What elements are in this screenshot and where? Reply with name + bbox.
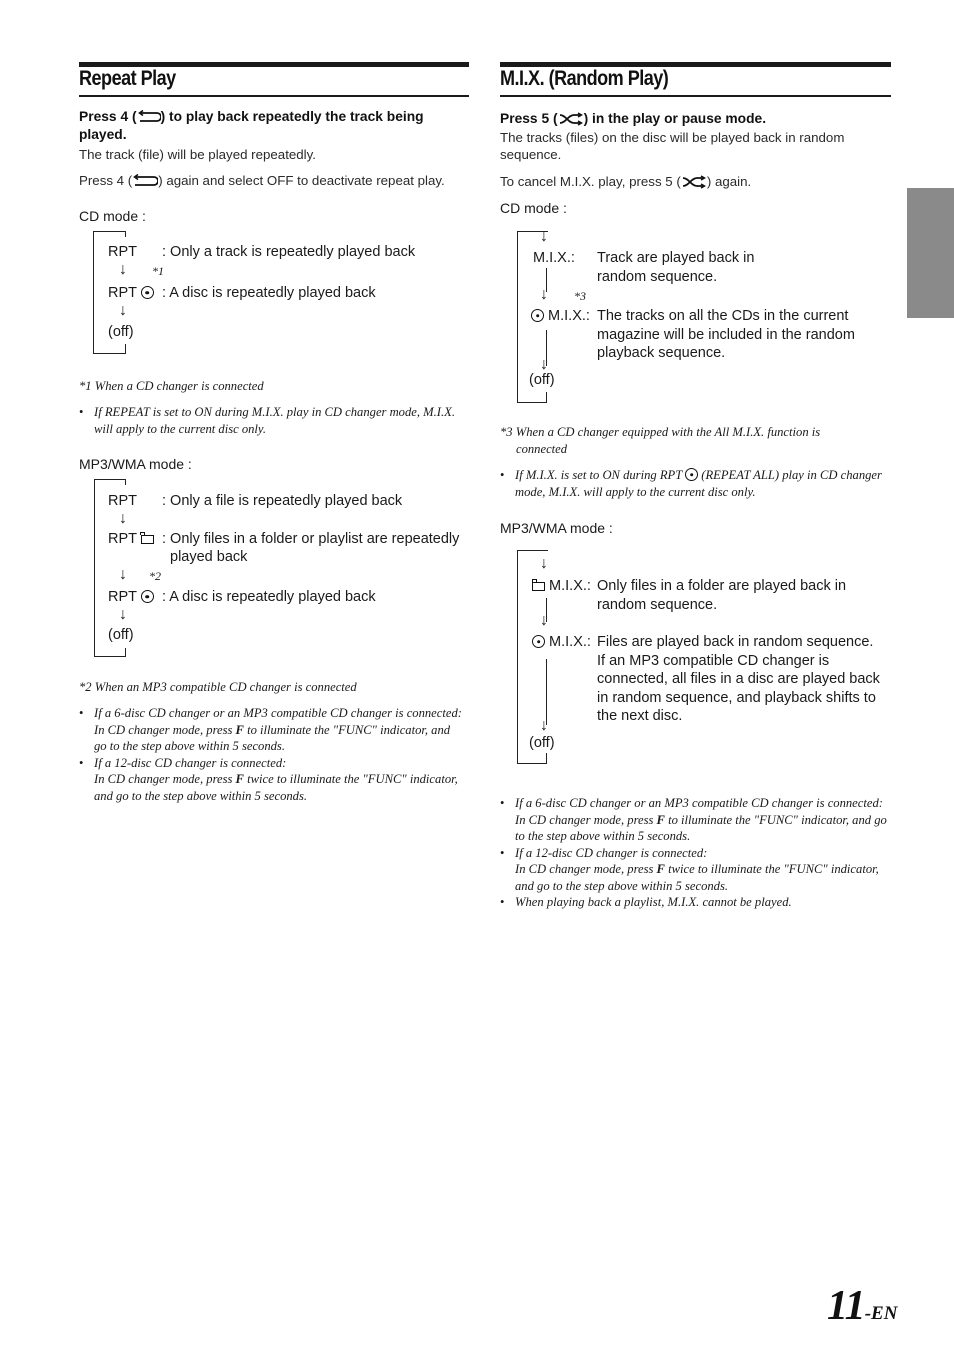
- note-line: to illuminate the "FUNC" indicator, and go to the step above within 5 seconds.: [515, 812, 887, 843]
- footnote-ref: *3: [574, 289, 586, 303]
- mp3-rpt-disc-text: : A disc is repeatedly played back: [162, 589, 376, 605]
- item-label: M.I.X.:: [548, 308, 590, 324]
- bracket: [125, 231, 126, 237]
- mp3-rpt-text: : Only a file is repeatedly played back: [162, 493, 403, 509]
- note-item: [500, 894, 890, 911]
- note-item: • If REPEAT is set to ON during M.I.X. play in CD changer mode, M.I.X. will apply to the current disc only.: [79, 404, 464, 437]
- body-line: The tracks (files) on the disc will be played back in random sequence.: [500, 130, 845, 162]
- item-text: The tracks on all the CDs in the current: [597, 308, 849, 324]
- note-line: If a 12-disc CD changer is connected:: [515, 845, 708, 860]
- note-line: When playing back a playlist, M.I.X. cannot be played.: [515, 895, 792, 909]
- repeat-icon: [137, 110, 161, 124]
- item-text: Files are played back in random sequence.: [597, 634, 874, 650]
- note-line: connected: [516, 441, 568, 456]
- lead-key: 4: [120, 109, 129, 124]
- bracket: [93, 231, 126, 232]
- mode-label: MP3/WMA mode :: [500, 520, 613, 536]
- lead-instruction: Press 4 ( ) to play back repeatedly the track being played.: [79, 109, 424, 142]
- bracket: [94, 479, 126, 480]
- cd-off-item: (off): [108, 324, 134, 340]
- cd-rpt-text: : Only a track is repeatedly played back: [162, 244, 416, 260]
- item-text: magazine will be included in the random: [597, 326, 855, 343]
- mode-label: CD mode :: [79, 208, 146, 224]
- note-item: [500, 467, 890, 500]
- down-arrow-icon: ↓: [119, 606, 127, 623]
- note-line: to illuminate the "FUNC" indicator, and go to the step above within 5 seconds.: [94, 722, 451, 753]
- cd-mix-item: M.I.X.:: [533, 250, 575, 266]
- lead-pre: Press: [79, 109, 121, 124]
- down-arrow-icon: ↓: [119, 302, 127, 319]
- note-item: [79, 755, 464, 805]
- cd-mix-text: [597, 249, 754, 286]
- body-line: To cancel M.I.X. play, press 5 ( ) again.: [500, 174, 752, 189]
- mp3-off-item: (off): [529, 735, 555, 751]
- key-f: F: [656, 862, 665, 876]
- body-post: ) again.: [706, 174, 752, 189]
- note-line: In CD changer mode, press: [94, 722, 236, 737]
- item-label: RPT: [108, 531, 137, 547]
- item-label: RPT: [108, 589, 137, 605]
- note-line: twice to illuminate the "FUNC" indicator, and go to the step above within 5 seconds.: [94, 772, 458, 803]
- note-line: If a 6-disc CD changer or an MP3 compatible CD changer is connected:: [515, 796, 883, 810]
- note-line: If a 6-disc CD changer or an MP3 compatible CD changer is connected:: [94, 706, 462, 720]
- shuffle-icon: [558, 112, 584, 126]
- item-label: RPT: [108, 244, 137, 260]
- bracket: [94, 479, 95, 657]
- bracket: [517, 550, 548, 551]
- bracket: [517, 763, 547, 764]
- section-title: M.I.X. (Random Play): [500, 67, 669, 90]
- section-rule-bottom: [79, 95, 469, 97]
- disc-icon: [532, 635, 545, 648]
- note-item: [79, 705, 464, 755]
- down-arrow-icon: ↓: [540, 717, 548, 734]
- folder-icon: [532, 582, 545, 591]
- key-f: F: [235, 722, 244, 737]
- page-number-value: 11: [827, 1283, 865, 1329]
- note-line: If M.I.X. is set to ON during RPT: [515, 468, 686, 482]
- note-item: [500, 845, 890, 895]
- item-text: in random sequence, and playback shifts to: [597, 689, 876, 706]
- page-number-suffix: -EN: [864, 1303, 898, 1324]
- lead-instruction: Press 5 ( ) in the play or pause mode.: [500, 111, 767, 126]
- body-key: 5: [665, 174, 673, 189]
- disc-icon: [531, 309, 544, 322]
- note-line: In CD changer mode, press: [515, 812, 657, 827]
- down-arrow-icon: ↓: [540, 286, 548, 303]
- bracket: [93, 353, 126, 354]
- mp3-mix-folder-text: [597, 577, 846, 614]
- mode-label: MP3/WMA mode :: [79, 456, 192, 472]
- mp3-mix-disc-item: [532, 633, 591, 652]
- bracket: [517, 550, 518, 764]
- item-text: connected, all files in a disc are played back: [597, 671, 880, 687]
- bracket: [125, 479, 126, 485]
- body-post: ) again and select OFF to deactivate repeat play.: [158, 173, 445, 188]
- item-text: the next disc.: [597, 708, 683, 724]
- lead-post: to play back repeatedly the track being played.: [79, 109, 424, 142]
- repeat-icon: [132, 174, 158, 188]
- down-arrow-icon: ↓: [119, 261, 127, 278]
- item-text: random sequence.: [597, 268, 718, 285]
- mp3-rpt-item: RPT: [108, 493, 137, 509]
- lead-pre: Press: [500, 111, 542, 126]
- note-line: twice to illuminate the "FUNC" indicator, and go to the step above within 5 seconds.: [515, 862, 879, 893]
- cd-rpt-all-item: [108, 284, 154, 303]
- bracket: [93, 231, 94, 354]
- note-list: [79, 705, 464, 804]
- mp3-rpt-folder-text-2: played back: [170, 549, 248, 565]
- page-number: [827, 1282, 897, 1330]
- item-label: M.I.X.:: [549, 634, 591, 650]
- mp3-rpt-folder-item: [108, 530, 154, 549]
- body-pre: To cancel M.I.X. play, press: [500, 174, 666, 189]
- key-f: F: [235, 772, 244, 786]
- body-line: [79, 172, 445, 189]
- down-arrow-icon: ↓: [119, 566, 127, 583]
- mp3-rpt-disc-item: [108, 588, 154, 607]
- down-arrow-icon: ↓: [540, 228, 548, 245]
- section-title: Repeat Play: [79, 67, 176, 90]
- item-label: RPT: [108, 285, 137, 301]
- bracket: [125, 344, 126, 354]
- footnote: *1 When a CD changer is connected: [79, 379, 264, 393]
- lead-key: 5: [541, 111, 550, 126]
- down-arrow-icon: ↓: [540, 356, 548, 373]
- down-arrow-icon: ↓: [540, 612, 548, 629]
- note-list: [500, 795, 890, 911]
- item-text: random sequence.: [597, 596, 718, 613]
- body-pre: Press 4 (: [79, 173, 133, 188]
- disc-icon: [685, 468, 698, 481]
- flow-line: [546, 659, 547, 725]
- footnote-ref: *1: [152, 264, 164, 278]
- item-text: Track are played back in: [597, 250, 755, 266]
- cd-mix-all-item: [531, 307, 590, 326]
- body-line: The track (file) will be played repeatedly.: [79, 147, 316, 162]
- note-line: In CD changer mode, press: [515, 862, 657, 876]
- cd-mix-all-text: [597, 307, 855, 363]
- cd-off-item: (off): [529, 372, 555, 388]
- footnote-ref: *2: [149, 569, 161, 583]
- down-arrow-icon: ↓: [119, 510, 127, 527]
- footnote: [500, 424, 890, 457]
- bracket: [517, 231, 518, 403]
- note-list: [79, 404, 464, 437]
- note-line: (REPEAT ALL) play in CD changer mode, M.I.X. will apply to the current disc only.: [515, 468, 882, 499]
- note-list: [500, 467, 890, 500]
- cd-rpt-all-text: : A disc is repeatedly played back: [162, 285, 376, 301]
- key-f: F: [656, 812, 665, 827]
- mode-label: CD mode :: [500, 200, 567, 216]
- bracket: [546, 392, 547, 403]
- item-text: If an MP3 compatible CD changer is: [597, 652, 830, 669]
- section-rule-bottom: [500, 95, 891, 97]
- down-arrow-icon: ↓: [540, 555, 548, 572]
- shuffle-icon: [681, 175, 707, 189]
- mp3-mix-disc-text: [597, 633, 880, 726]
- footnote: *2 When an MP3 compatible CD changer is connected: [79, 680, 357, 694]
- bracket: [94, 656, 126, 657]
- note-line: *3 When a CD changer equipped with the All M.I.X. function is: [500, 425, 821, 439]
- note-item: [500, 795, 890, 845]
- section-side-tab: [907, 188, 954, 318]
- note-line: If a 12-disc CD changer is connected:: [94, 755, 287, 770]
- lead-post: in the play or pause mode.: [588, 111, 767, 126]
- mp3-mix-folder-item: [532, 577, 591, 596]
- item-text: Only files in a folder are played back in: [597, 578, 847, 594]
- disc-icon: [141, 286, 154, 299]
- bracket: [517, 402, 547, 403]
- bracket: [546, 753, 547, 764]
- item-label: M.I.X.:: [549, 578, 591, 594]
- bracket: [125, 648, 126, 657]
- folder-icon: [141, 535, 154, 544]
- mp3-off-item: (off): [108, 627, 134, 643]
- mp3-rpt-folder-text: : Only files in a folder or playlist are repeatedly: [162, 531, 460, 547]
- cd-rpt-item: [108, 243, 137, 262]
- note-line: In CD changer mode, press: [94, 772, 236, 786]
- disc-icon: [141, 590, 154, 603]
- item-text: playback sequence.: [597, 345, 726, 361]
